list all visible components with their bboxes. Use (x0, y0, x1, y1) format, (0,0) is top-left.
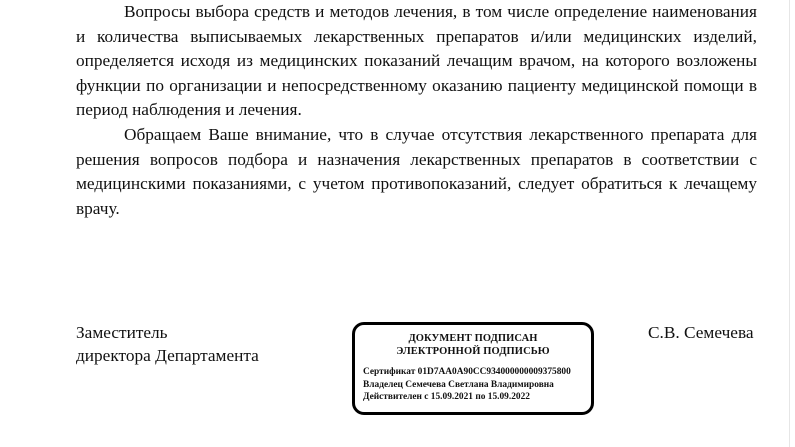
stamp-title-line2: ЭЛЕКТРОННОЙ ПОДПИСЬЮ (396, 346, 550, 357)
page-edge-divider (789, 0, 790, 447)
signer-position-line1: Заместитель (76, 323, 168, 342)
paragraph-treatment-choice: Вопросы выбора средств и методов лечения, в том числе определение наименования и количества выписываемых лекарственных препаратов и/или медицинских изделий, определяется исходя из медицинских показаний лечащим врачом, на которого возложены функции по организации и непосредственному оказанию пациенту медицинской помощи в период наблюдения и лечения. (76, 2, 757, 120)
stamp-validity: Действителен с 15.09.2021 по 15.09.2022 (363, 392, 530, 402)
stamp-certificate: Сертификат 01D7AA0A90CC934000000009375800 (363, 367, 571, 377)
signer-name: С.В. Семечева (648, 323, 754, 342)
signer-position (76, 321, 259, 367)
stamp-details (363, 366, 571, 404)
paragraph-attention-note: Обращаем Ваше внимание, что в случае отсутствия лекарственного препарата для решения вопросов подбора и назначения лекарственных препаратов в соответствии с медицинскими показаниями, с учетом противопоказаний, следует обратиться к лечащему врачу. (76, 124, 757, 218)
signer-position-line2: директора Департамента (76, 346, 259, 365)
electronic-signature-stamp (352, 322, 594, 415)
stamp-title-line1: ДОКУМЕНТ ПОДПИСАН (408, 333, 538, 344)
stamp-title (355, 332, 591, 358)
letter-body (76, 0, 757, 221)
stamp-owner: Владелец Семечева Светлана Владимировна (363, 379, 554, 390)
